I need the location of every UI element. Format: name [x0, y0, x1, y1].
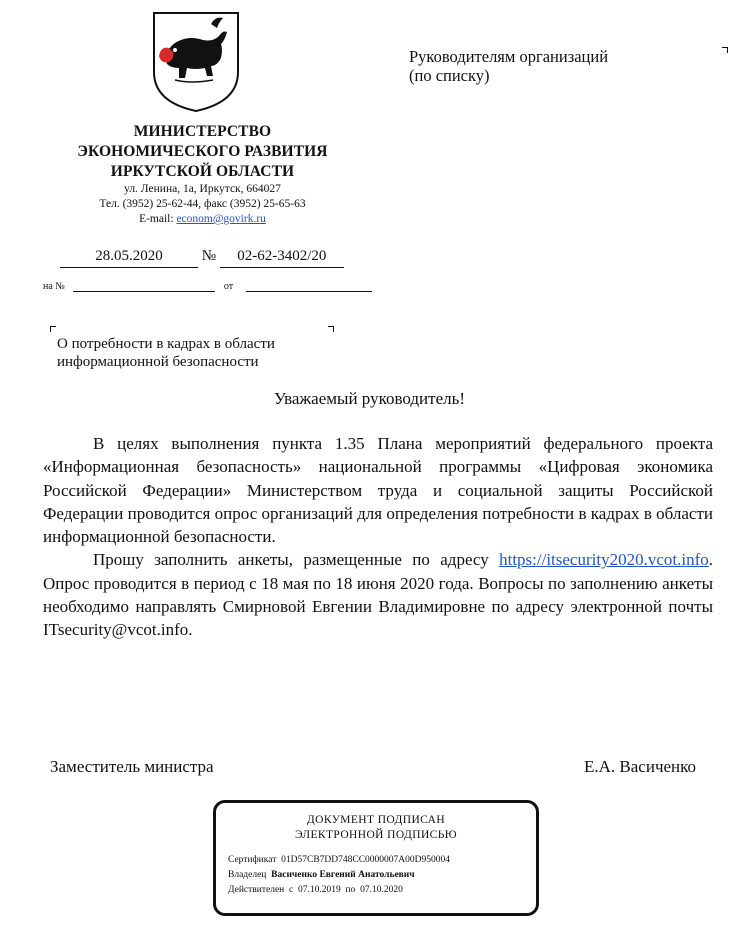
ministry-email	[40, 212, 365, 227]
ministry-header	[40, 122, 365, 227]
addressee-corner-bracket	[722, 47, 728, 53]
subject	[57, 335, 337, 371]
letter-body	[43, 432, 713, 642]
signatory-name: Е.А. Васиченко	[584, 757, 697, 776]
stamp-valid-from-label: с	[289, 885, 294, 895]
ref-number-blank	[73, 278, 215, 292]
ministry-address: ул. Ленина, 1а, Иркутск, 664027	[124, 183, 281, 195]
stamp-cert-label: Сертификат	[228, 855, 277, 865]
subject-corner-right	[328, 326, 334, 332]
ministry-name-line2: ЭКОНОМИЧЕСКОГО РАЗВИТИЯ	[77, 143, 328, 160]
body-paragraph-1: В целях выполнения пункта 1.35 Плана мероприятий федерального проекта «Информационная безопасность» национальной программы «Цифровая экономика Российской Федерации» Министерством труда и социальной защиты Российской Федерации проводится опрос организаций для определения потребности в кадрах в области информационной безопасности.	[43, 434, 713, 547]
addressee-line2: (по списку)	[409, 66, 490, 85]
subject-line2: информационной безопасности	[57, 354, 259, 370]
body-paragraph-2	[43, 548, 713, 641]
stamp-valid-to: 07.10.2020	[360, 885, 403, 895]
ref-from-label: от	[223, 281, 234, 292]
ref-date-blank	[246, 278, 372, 292]
body-paragraph-2-end: . Опрос проводится в период с 18 мая по 18 июня 2020 года. Вопросы по заполнению анкеты необходимо направлять Смирновой Евгении Владимировне по адресу электронной почты ITsecurity@vcot.info.	[43, 550, 713, 640]
ministry-name-line3: ИРКУТСКОЙ ОБЛАСТИ	[110, 163, 295, 180]
stamp-owner-value: Васиченко Евгений Анатольевич	[271, 870, 415, 880]
stamp-valid-to-label: по	[345, 885, 356, 895]
email-label: E-mail:	[139, 213, 177, 225]
survey-link[interactable]: https://itsecurity2020.vcot.info	[499, 550, 709, 570]
registration-line	[60, 248, 344, 268]
stamp-valid-label: Действителен	[228, 885, 285, 895]
stamp-certificate	[228, 853, 524, 868]
reference-line	[43, 278, 372, 292]
signatory-position: Заместитель министра	[50, 757, 214, 776]
registration-number: 02-62-3402/20	[220, 248, 344, 268]
stamp-validity	[228, 883, 524, 898]
registration-number-label: №	[201, 248, 217, 264]
ministry-phone: Тел. (3952) 25-62-44, факс (3952) 25-65-63	[99, 198, 306, 210]
stamp-owner-label: Владелец	[228, 870, 267, 880]
stamp-owner	[228, 868, 524, 883]
addressee	[409, 47, 608, 85]
stamp-title-line1: ДОКУМЕНТ ПОДПИСАН	[306, 814, 446, 826]
stamp-title-line2: ЭЛЕКТРОННОЙ ПОДПИСЬЮ	[295, 829, 457, 841]
email-link[interactable]: econom@govirk.ru	[176, 213, 266, 225]
irkutsk-coat-of-arms-icon	[151, 10, 241, 114]
greeting: Уважаемый руководитель!	[273, 389, 466, 408]
body-paragraph-2-start: Прошу заполнить анкеты, размещенные по адресу	[93, 550, 500, 570]
registration-date: 28.05.2020	[60, 248, 198, 268]
addressee-line1: Руководителям организаций	[409, 47, 609, 66]
ministry-name-line1: МИНИСТЕРСТВО	[133, 123, 272, 140]
e-signature-stamp	[213, 800, 539, 916]
ref-number-label: на №	[43, 281, 65, 292]
subject-line1: О потребности в кадрах в области	[57, 336, 275, 352]
stamp-valid-from: 07.10.2019	[297, 885, 341, 895]
subject-corner-left	[50, 326, 56, 332]
stamp-cert-value: 01D57CB7DD748CC0000007A00D950004	[281, 855, 451, 865]
